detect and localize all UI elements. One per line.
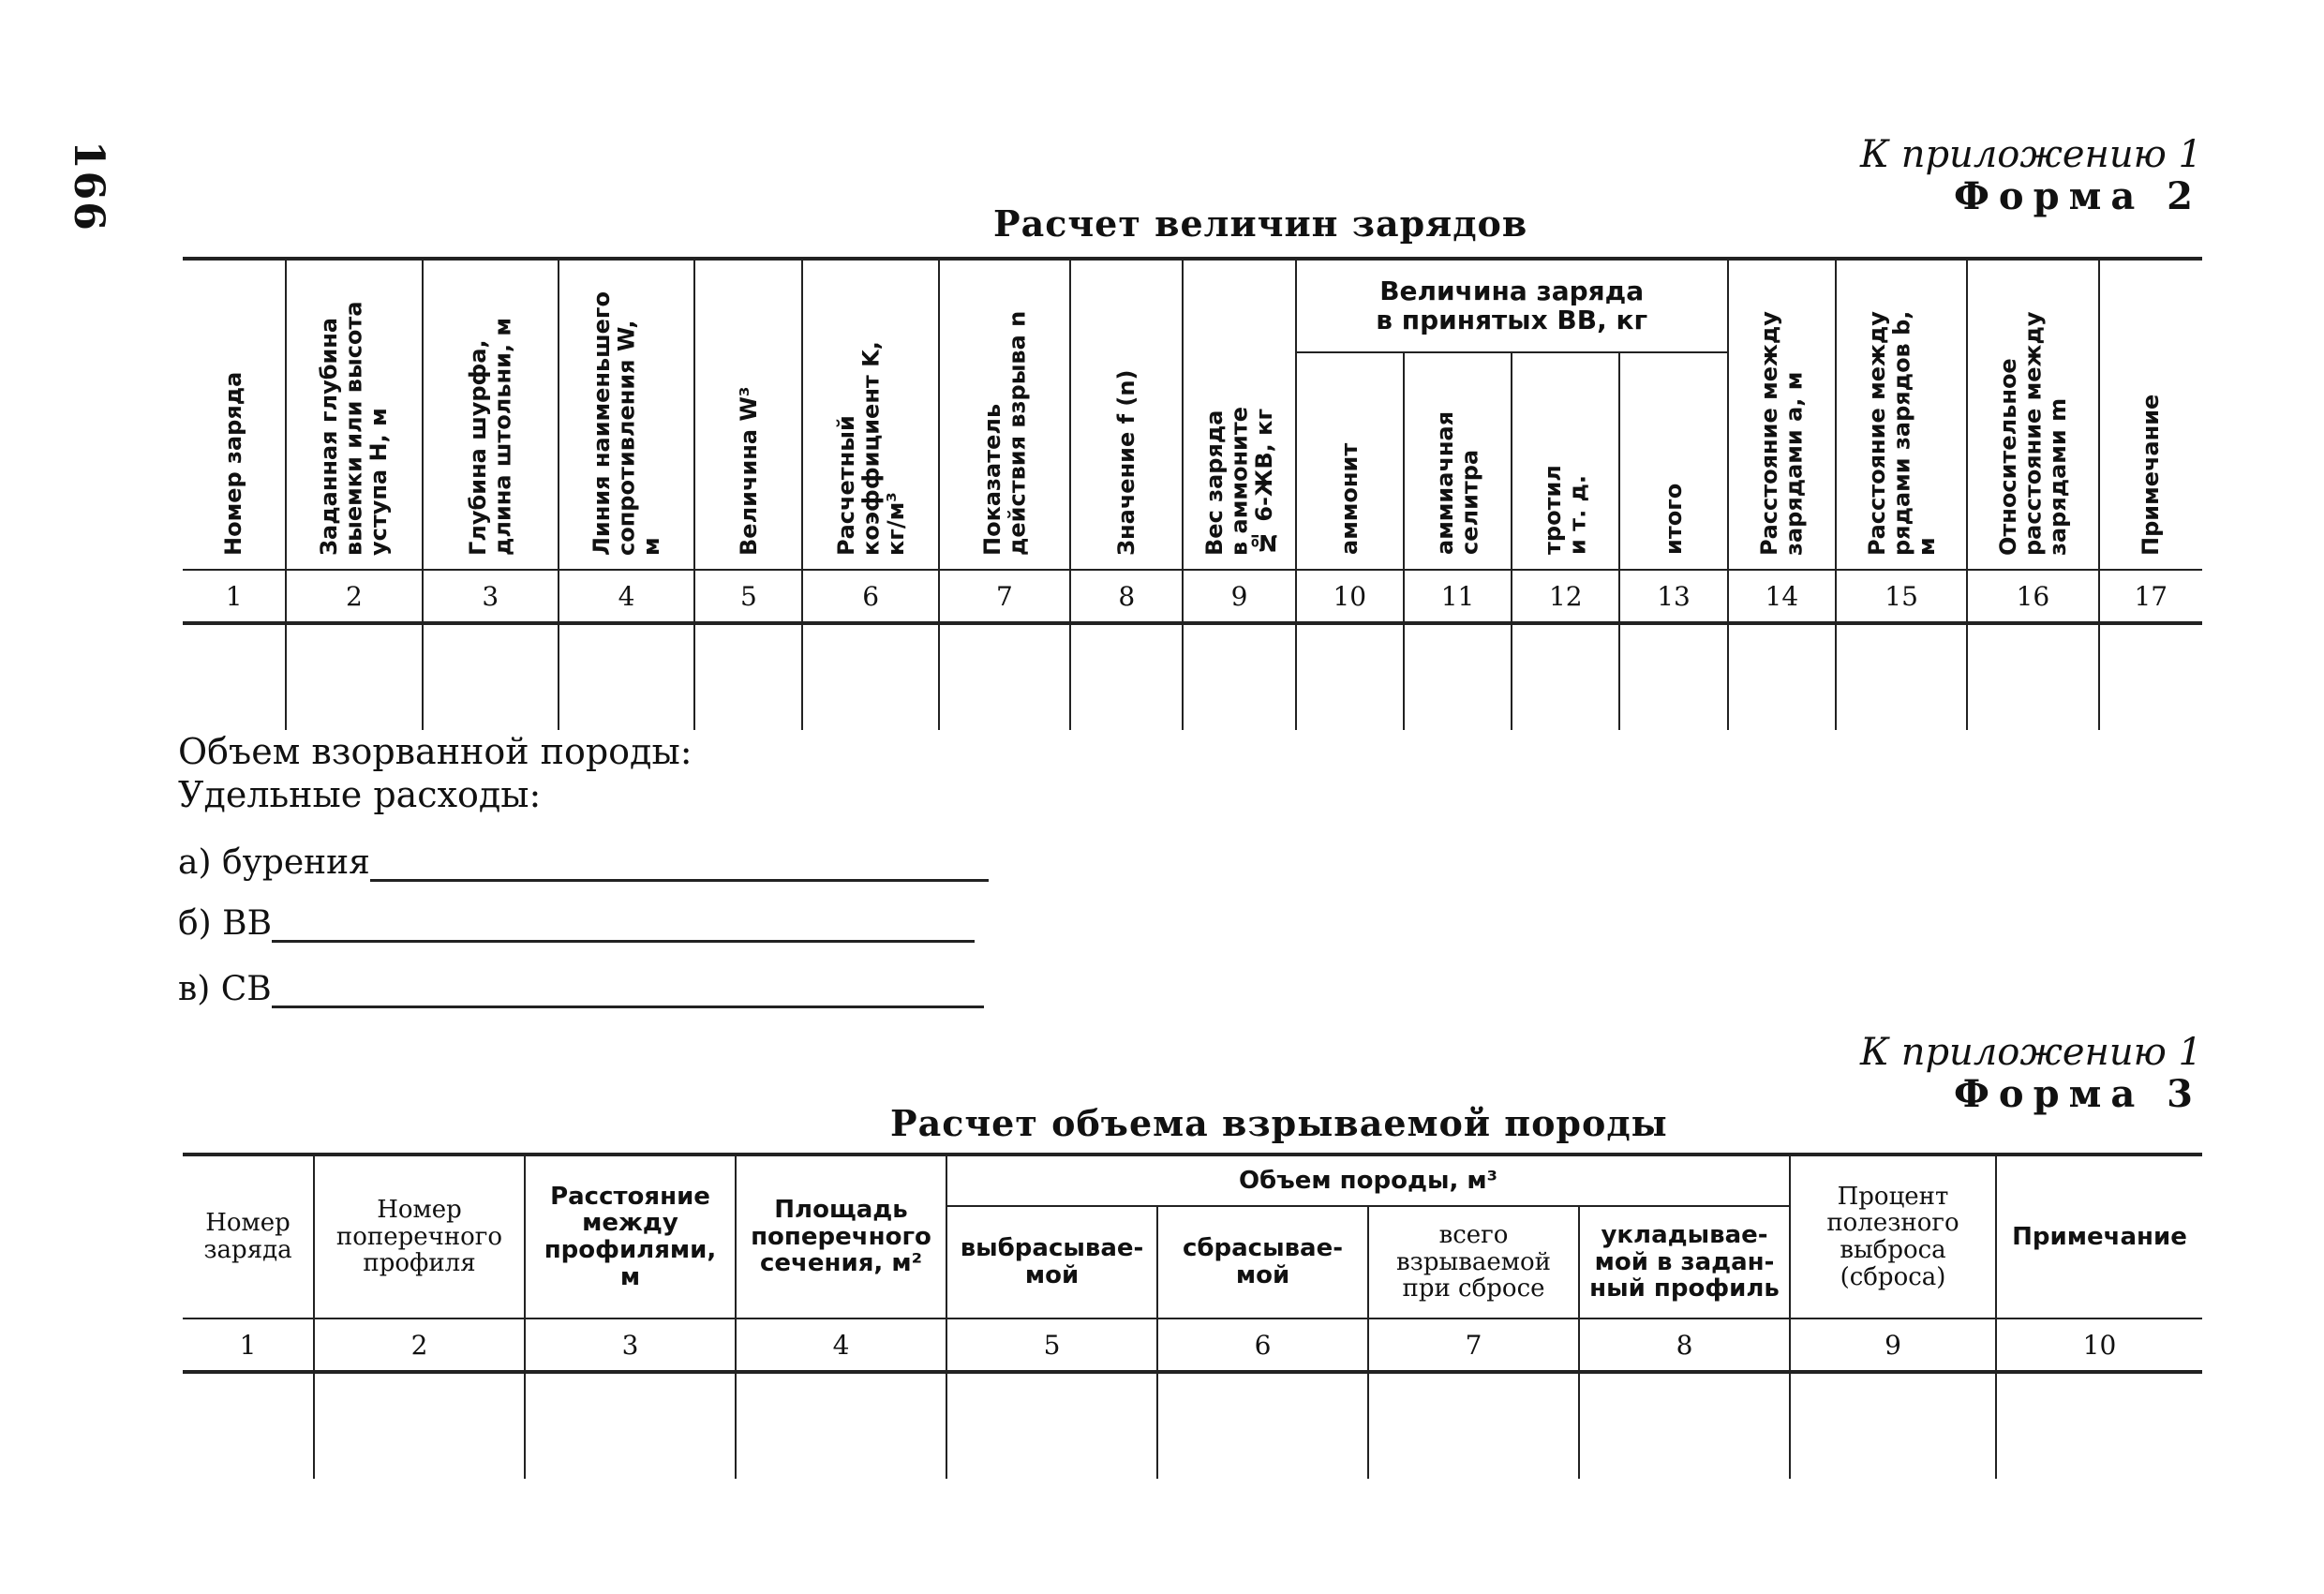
- group-header-charge: Величина заряда в принятых ВВ, кг: [1296, 259, 1728, 352]
- col-number: 12: [1512, 570, 1619, 623]
- f3-col-header-5: выбрасывае- мой: [946, 1206, 1157, 1318]
- col-header-13: итого: [1619, 352, 1727, 570]
- f3-col-header-2: Номер поперечного профиля: [314, 1155, 525, 1318]
- blank-cell[interactable]: [1157, 1372, 1368, 1479]
- col-header-3: Глубина шурфа, длина штольни, м: [423, 259, 559, 570]
- col-header-12: тротил и т. д.: [1512, 352, 1619, 570]
- blank-cell[interactable]: [802, 623, 938, 730]
- col-number: 1: [183, 1318, 314, 1372]
- col-number: 7: [1368, 1318, 1579, 1372]
- blank-cell[interactable]: [694, 623, 802, 730]
- col-header-17: Примечание: [2099, 259, 2202, 570]
- blank-cell[interactable]: [286, 623, 422, 730]
- form3-appendix-label: К приложению 1: [1860, 1031, 2202, 1074]
- col-number: 10: [1996, 1318, 2202, 1372]
- col-number: 4: [736, 1318, 946, 1372]
- form2-appendix-label: К приложению 1: [1860, 133, 2202, 176]
- blank-cell[interactable]: [314, 1372, 525, 1479]
- rate-explosive-label: б) ВВ: [178, 904, 273, 943]
- col-number: 1: [183, 570, 286, 623]
- blank-cell[interactable]: [1967, 623, 2098, 730]
- blank-cell[interactable]: [423, 623, 559, 730]
- col-header-9: Вес заряда в аммоните № 6-ЖВ, кг: [1183, 259, 1295, 570]
- col-header-7: Показатель действия взрыва n: [939, 259, 1070, 570]
- blank-cell[interactable]: [939, 623, 1070, 730]
- blank-cell[interactable]: [946, 1372, 1157, 1479]
- f3-col-header-1: Номер заряда: [183, 1155, 314, 1318]
- col-number: 5: [946, 1318, 1157, 1372]
- col-number: 9: [1183, 570, 1295, 623]
- col-number: 10: [1296, 570, 1404, 623]
- col-number: 3: [423, 570, 559, 623]
- col-number: 8: [1070, 570, 1183, 623]
- f3-col-header-3: Расстояние между профилями, м: [525, 1155, 736, 1318]
- col-number: 6: [1157, 1318, 1368, 1372]
- blank-cell[interactable]: [736, 1372, 946, 1479]
- blank-cell[interactable]: [1579, 1372, 1790, 1479]
- col-header-1: Номер заряда: [183, 259, 286, 570]
- blank-cell[interactable]: [1070, 623, 1183, 730]
- col-number: 15: [1836, 570, 1967, 623]
- col-header-4: Линия наименьшего сопротивления W, м: [559, 259, 694, 570]
- col-header-10: аммонит: [1296, 352, 1404, 570]
- rate-drilling-line: [178, 843, 989, 882]
- f3-col-header-7: всего взрываемой при сбросе: [1368, 1206, 1579, 1318]
- f3-col-header-10: Примечание: [1996, 1155, 2202, 1318]
- blank-cell[interactable]: [1368, 1372, 1579, 1479]
- blank-cell[interactable]: [1728, 623, 1836, 730]
- col-number: 7: [939, 570, 1070, 623]
- f3-col-header-4: Площадь поперечного сечения, м²: [736, 1155, 946, 1318]
- page-number: 166: [65, 141, 112, 232]
- form3-form-label: Форма 3: [1953, 1072, 2202, 1116]
- blank-cell[interactable]: [1790, 1372, 1996, 1479]
- col-number: 17: [2099, 570, 2202, 623]
- col-header-8: Значение f (n): [1070, 259, 1183, 570]
- form2-blank-row: [183, 623, 2202, 730]
- col-number: 2: [286, 570, 422, 623]
- col-number: 13: [1619, 570, 1727, 623]
- blank-cell[interactable]: [1619, 623, 1727, 730]
- blank-cell[interactable]: [525, 1372, 736, 1479]
- form2-table: [183, 257, 2202, 730]
- col-header-5: Величина W³: [694, 259, 802, 570]
- col-number: 2: [314, 1318, 525, 1372]
- blank-cell[interactable]: [1996, 1372, 2202, 1479]
- blank-cell[interactable]: [1404, 623, 1512, 730]
- blank-cell[interactable]: [2099, 623, 2202, 730]
- col-header-2: Заданная глубина выемки или высота уступа H, м: [286, 259, 422, 570]
- form2-title: Расчет величин зарядов: [993, 202, 1528, 245]
- rate-explosive-field[interactable]: [272, 940, 975, 943]
- rate-detonator-field[interactable]: [272, 1006, 984, 1008]
- col-header-11: аммиачная селитра: [1404, 352, 1512, 570]
- col-number: 8: [1579, 1318, 1790, 1372]
- f3-group-header-volume: Объем породы, м³: [946, 1155, 1790, 1206]
- col-number: 6: [802, 570, 938, 623]
- form2-form-label: Форма 2: [1953, 174, 2202, 218]
- blank-cell[interactable]: [1183, 623, 1295, 730]
- col-number: 5: [694, 570, 802, 623]
- rate-detonator-line: [178, 970, 984, 1008]
- rate-explosive-line: [178, 904, 975, 943]
- col-number: 11: [1404, 570, 1512, 623]
- form3-title: Расчет объема взрываемой породы: [890, 1102, 1668, 1144]
- rate-drilling-field[interactable]: [370, 879, 989, 882]
- f3-col-header-9: Процент полезного выброса (сброса): [1790, 1155, 1996, 1318]
- form3-table: [183, 1153, 2202, 1479]
- blank-cell[interactable]: [1512, 623, 1619, 730]
- col-number: 4: [559, 570, 694, 623]
- blank-cell[interactable]: [183, 623, 286, 730]
- rates-label: Удельные расходы:: [178, 773, 542, 815]
- rate-detonator-label: в) СВ: [178, 970, 272, 1008]
- rate-drilling-label: а) бурения: [178, 843, 370, 882]
- summary-block: [178, 731, 693, 816]
- blank-cell[interactable]: [1836, 623, 1967, 730]
- f3-column-number-row: [183, 1318, 2202, 1372]
- col-header-6: Расчетный коэффициент K, кг/м³: [802, 259, 938, 570]
- f3-col-header-6: сбрасывае- мой: [1157, 1206, 1368, 1318]
- blank-cell[interactable]: [183, 1372, 314, 1479]
- col-header-16: Относительное расстояние между зарядами m: [1967, 259, 2098, 570]
- blank-cell[interactable]: [559, 623, 694, 730]
- form3-blank-row: [183, 1372, 2202, 1479]
- col-header-14: Расстояние между зарядами a, м: [1728, 259, 1836, 570]
- f3-col-header-8: укладывае- мой в задан- ный профиль: [1579, 1206, 1790, 1318]
- col-header-15: Расстояние между рядами зарядов b, м: [1836, 259, 1967, 570]
- blank-cell[interactable]: [1296, 623, 1404, 730]
- col-number: 16: [1967, 570, 2098, 623]
- col-number: 9: [1790, 1318, 1996, 1372]
- col-number: 3: [525, 1318, 736, 1372]
- col-number: 14: [1728, 570, 1836, 623]
- volume-label: Объем взорванной породы:: [178, 731, 693, 772]
- column-number-row: [183, 570, 2202, 623]
